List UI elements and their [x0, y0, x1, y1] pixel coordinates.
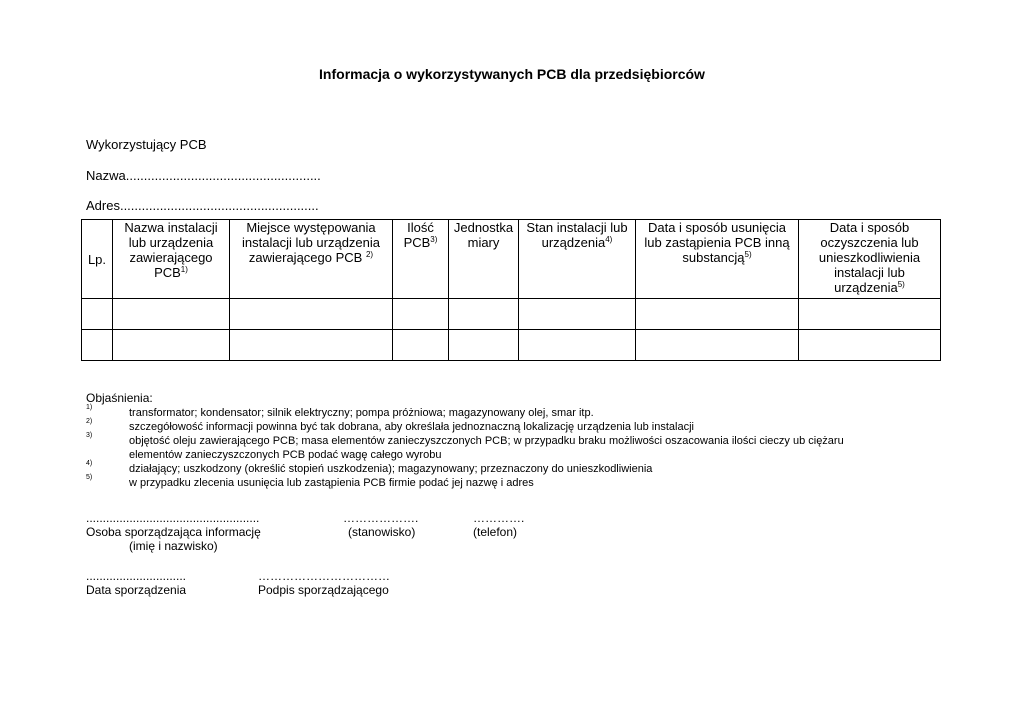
table-cell[interactable]	[799, 330, 941, 361]
person-signature-line: ....................................................	[86, 511, 260, 525]
pcb-table	[81, 219, 941, 361]
table-cell[interactable]	[636, 330, 799, 361]
table-cell[interactable]	[393, 330, 449, 361]
note-mark: 2)	[86, 418, 93, 425]
table-cell[interactable]	[519, 299, 636, 330]
note-text: transformator; kondensator; silnik elektryczny; pompa próżniowa; magazynowany olej, smar itp.	[129, 407, 594, 419]
user-heading: Wykorzystujący PCB	[86, 137, 207, 152]
header-location: Miejsce występowania instalacji lub urządzenia zawierającego PCB $^{2)}$	[230, 220, 393, 299]
signer-label: Podpis sporządzającego	[258, 583, 389, 597]
note-mark: 3)	[86, 432, 93, 439]
header-state: Stan instalacji lub urządzenia$^{4)}$	[519, 220, 636, 299]
note-mark: 5)	[86, 474, 93, 481]
note-mark: 4)	[86, 460, 93, 467]
header-cleaning: Data i sposób oczyszczenia lub unieszkodliwienia instalacji lub urządzenia$^{5)}$	[799, 220, 941, 299]
position-line: ……………….	[343, 511, 419, 525]
table-cell[interactable]	[82, 299, 113, 330]
person-sublabel: (imię i nazwisko)	[129, 539, 218, 553]
note-mark: 1)	[86, 404, 93, 411]
header-quantity: Ilość PCB$^{3)}$	[393, 220, 449, 299]
table-cell[interactable]	[113, 299, 230, 330]
note-text: w przypadku zlecenia usunięcia lub zastąpienia PCB firmie podać jej nazwę i adres	[129, 477, 534, 489]
signer-line: ……………………………	[258, 569, 390, 583]
note-text: działający; uszkodzony (określić stopień uszkodzenia); magazynowany; przeznaczony do unieszkodliwienia	[129, 463, 653, 475]
note-text: objętość oleju zawierającego PCB; masa elementów zanieczyszczonych PCB; w przypadku braku możliwości oszacowania ilości cieczy ub ciężaru	[129, 435, 844, 447]
notes-heading: Objaśnienia:	[86, 391, 153, 405]
table-row	[82, 299, 941, 330]
table-cell[interactable]	[449, 330, 519, 361]
date-label: Data sporządzenia	[86, 583, 187, 597]
table-cell[interactable]	[636, 299, 799, 330]
table-cell[interactable]	[393, 299, 449, 330]
header-unit: Jednostka miary	[449, 220, 519, 299]
position-label: (stanowisko)	[348, 525, 416, 539]
table-cell[interactable]	[519, 330, 636, 361]
date-line: ..............................	[86, 569, 187, 583]
address-field: Adres.......................................................	[86, 198, 319, 213]
table-cell[interactable]	[82, 330, 113, 361]
table-row	[82, 330, 941, 361]
note-text-continued: elementów zanieczyszczonych PCB podać wagę całego wyrobu	[129, 449, 442, 461]
phone-line: ………….	[473, 511, 525, 525]
page-title: Informacja o wykorzystywanych PCB dla przedsiębiorców	[319, 66, 705, 82]
table-cell[interactable]	[230, 299, 393, 330]
table-cell[interactable]	[799, 299, 941, 330]
table-cell[interactable]	[113, 330, 230, 361]
phone-label: (telefon)	[473, 525, 518, 539]
table-cell[interactable]	[449, 299, 519, 330]
header-lp: Lp.	[82, 220, 113, 299]
header-removal: Data i sposób usunięcia lub zastąpienia PCB inną substancją$^{5)}$	[636, 220, 799, 299]
person-label: Osoba sporządzająca informację	[86, 525, 261, 539]
name-field: Nazwa......................................................	[86, 168, 321, 183]
table-cell[interactable]	[230, 330, 393, 361]
table-header-row	[82, 220, 941, 299]
header-installation-name: Nazwa instalacji lub urządzenia zawierającego PCB$^{1)}$	[113, 220, 230, 299]
note-text: szczegółowość informacji powinna być tak dobrana, aby określała jednoznaczną lokalizację urządzenia lub instalacji	[129, 421, 694, 433]
